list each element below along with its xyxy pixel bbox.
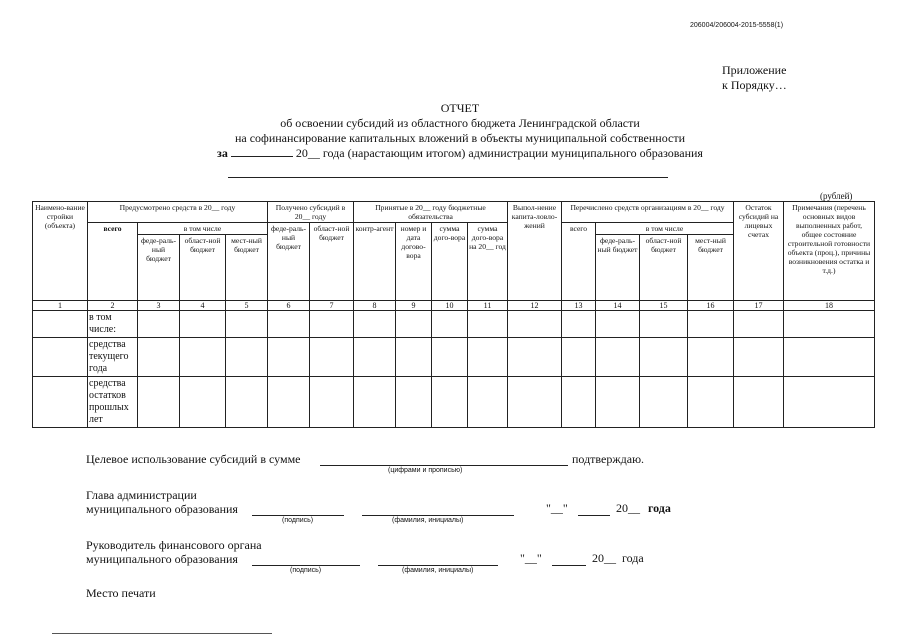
head-sign-line: [252, 515, 344, 516]
col-num: 12: [508, 301, 562, 311]
finance-sign-caption: (подпись): [290, 567, 322, 574]
header-received: Получено субсидий в 20__ году: [268, 202, 354, 223]
col-num: 3: [138, 301, 180, 311]
header-contract-number: номер и дата догово-вора: [396, 223, 432, 301]
appendix-line2: к Порядку…: [722, 78, 787, 92]
row-label-previous: средства остатков прошлых лет: [88, 377, 138, 428]
header-planned: Предусмотрено средств в 20__ году: [88, 202, 268, 223]
header-transferred-total: всего: [562, 223, 596, 301]
head-line2: муниципального образования: [86, 502, 238, 516]
title-line2: об освоении субсидий из областного бюджета Ленинградской области: [280, 116, 640, 130]
title-line1: ОТЧЕТ: [440, 101, 480, 115]
finance-year-word: года: [622, 551, 644, 565]
finance-name-caption: (фамилия, инициалы): [402, 567, 474, 574]
header-object-name: Наимено-вание стройки (объекта): [33, 202, 88, 301]
finance-line1: Руководитель финансового органа: [86, 538, 262, 552]
header-planned-total: всего: [88, 223, 138, 301]
header-received-federal: феде-раль-ный бюджет: [268, 223, 310, 301]
head-date-quote: "__": [546, 501, 568, 515]
title-period-year: 20__: [295, 146, 320, 160]
units-label: (рублей): [820, 191, 853, 201]
col-num: 4: [180, 301, 226, 311]
head-name-caption: (фамилия, инициалы): [392, 517, 464, 524]
table-row: [33, 377, 875, 428]
header-obligations: Принятые в 20__ году бюджетные обязательства: [354, 202, 508, 223]
header-planned-incl: в том числе: [138, 223, 268, 235]
confirm-suffix: подтверждаю.: [572, 452, 645, 466]
col-num: 16: [688, 301, 734, 311]
confirm-prefix: Целевое использование субсидий в сумме: [86, 452, 301, 466]
col-num: 13: [562, 301, 596, 311]
header-notes: Примечания (перечень основных видов выполненных работ, общее состояние строительной готовности объекта (проц.), причины возникновения остатка и т.д.): [784, 202, 875, 301]
row-label-incl: в том числе:: [88, 311, 138, 338]
col-num: 2: [88, 301, 138, 311]
appendix-note: [722, 63, 787, 93]
finance-year: 20__: [592, 551, 616, 565]
col-num: 8: [354, 301, 396, 311]
title-line4: [120, 146, 800, 161]
col-num: 11: [468, 301, 508, 311]
header-planned-regional: област-ной бюджет: [180, 235, 226, 301]
col-num: 9: [396, 301, 432, 311]
col-num: 17: [734, 301, 784, 311]
period-blank: [231, 156, 293, 157]
col-num: 18: [784, 301, 875, 311]
bottom-divider: [52, 633, 272, 634]
header-execution: Выпол-нение капита-ловло-жений: [508, 202, 562, 301]
confirm-caption: (цифрами и прописью): [388, 467, 463, 474]
header-contract-sum-year: сумма дого-вора на 20__ год: [468, 223, 508, 301]
head-month-line: [578, 515, 610, 516]
header-row-1: [33, 202, 875, 223]
confirm-amount-line: [320, 465, 568, 466]
header-transferred-federal: феде-раль-ный бюджет: [596, 235, 640, 301]
col-num: 15: [640, 301, 688, 311]
finance-date-quote: "__": [520, 551, 542, 565]
title-period-suffix: года (нарастающим итогом) администрации муниципального образования: [322, 146, 703, 160]
column-numbers-row: [33, 301, 875, 311]
header-transferred-incl: в том числе: [596, 223, 734, 235]
report-title: [120, 101, 800, 161]
col-num: 7: [310, 301, 354, 311]
head-name-line: [362, 515, 514, 516]
appendix-line1: Приложение: [722, 63, 787, 77]
col-num: 1: [33, 301, 88, 311]
col-num: 5: [226, 301, 268, 311]
head-sign-caption: (подпись): [282, 517, 314, 524]
col-num: 6: [268, 301, 310, 311]
col-num: 14: [596, 301, 640, 311]
municipality-underline: [228, 177, 668, 178]
head-year-word: года: [648, 501, 671, 515]
header-transferred: Перечислено средств организациям в 20__ году: [562, 202, 734, 223]
table-row: [33, 338, 875, 377]
title-period-prefix: за: [217, 146, 228, 160]
row-label-current: средства текущего года: [88, 338, 138, 377]
title-line3: на софинансирование капитальных вложений в объекты муниципальной собственности: [234, 131, 686, 145]
head-line1: Глава администрации: [86, 488, 197, 502]
stamp-place: Место печати: [86, 586, 156, 600]
finance-name-line: [378, 565, 498, 566]
report-table: [32, 201, 875, 428]
header-planned-local: мест-ный бюджет: [226, 235, 268, 301]
head-year: 20__: [616, 501, 640, 515]
header-planned-federal: феде-раль-ный бюджет: [138, 235, 180, 301]
finance-sign-line: [252, 565, 360, 566]
header-contractor: контр-агент: [354, 223, 396, 301]
table-row: [33, 311, 875, 338]
document-number: 206004/206004-2015-5558(1): [690, 22, 784, 29]
finance-month-line: [552, 565, 586, 566]
header-balance: Остаток субсидий на лицевых счетах: [734, 202, 784, 301]
header-contract-sum: сумма дого-вора: [432, 223, 468, 301]
col-num: 10: [432, 301, 468, 311]
header-transferred-regional: област-ной бюджет: [640, 235, 688, 301]
header-transferred-local: мест-ный бюджет: [688, 235, 734, 301]
header-received-regional: област-ной бюджет: [310, 223, 354, 301]
finance-line2: муниципального образования: [86, 552, 238, 566]
